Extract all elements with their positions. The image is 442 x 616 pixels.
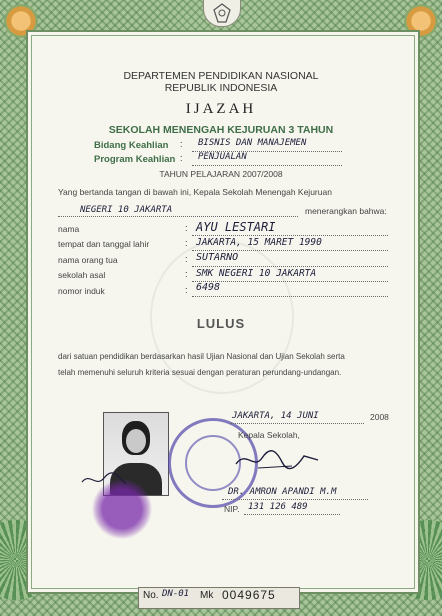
nip-label: NIP. [224, 504, 240, 514]
serial-code: DN-01 [162, 589, 190, 599]
asal-label: sekolah asal [58, 270, 106, 280]
asal-value: SMK NEGERI 10 JAKARTA [196, 268, 317, 279]
statement-line-2: telah memenuhi seluruh kriteria sesuai dengan peraturan perundang-undangan. [58, 368, 342, 377]
induk-value: 6498 [196, 282, 221, 293]
school-type-heading: SEKOLAH MENENGAH KEJURUAN 3 TAHUN [108, 124, 334, 136]
certificate: DEPARTEMEN PENDIDIKAN NASIONAL REPUBLIK INDONESIA IJAZAH SEKOLAH MENENGAH KEJURUAN 3 TAHUN Bidang Keahlian : BISNIS DAN MANAJEMEN Program Keahlian : PENJUALAN TAHUN PELAJARAN 2007/2008 Yang bertanda tangan di bawah ini, Kepala Sekolah Menengah Kejuruan NEGERI 10 JAKARTA menerangkan bahwa: nama : AYU LESTARI tempat dan tanggal lahir : JAKARTA, 15 MARET 1990 nama orang tua : SUTARNO sekolah asal : SMK NEGERI 10 JAKARTA nomor induk : 6498 LULUS dari satuan pendidikan berdasarkan hasil Ujian Nasional dan Ujian Sekolah serta telah memenuhi seluruh kriteria sesuai dengan peraturan perundang-undangan. JAKARTA, 14 JUNI 2008 Kepala Sekolah, DR. AMRON APANDI M.M NIP. 131 126 489 No. DN-01 Mk 0049675 [0, 0, 442, 616]
bidang-label: Bidang Keahlian [94, 140, 169, 151]
headmaster-signature [232, 444, 322, 474]
student-signature [80, 470, 130, 490]
serial-prefix: No. [143, 590, 159, 601]
sign-place-date: JAKARTA, 14 JUNI [232, 411, 319, 421]
document-title: IJAZAH [185, 101, 257, 117]
ttl-value: JAKARTA, 15 MARET 1990 [196, 237, 322, 248]
sign-role: Kepala Sekolah, [238, 430, 300, 440]
induk-label: nomor induk [58, 286, 105, 296]
nip-value: 131 126 489 [248, 502, 308, 512]
ortu-label: nama orang tua [58, 255, 118, 265]
ttl-label: tempat dan tanggal lahir [58, 239, 150, 249]
bidang-value: BISNIS DAN MANAJEMEN [198, 138, 307, 148]
academic-year: TAHUN PELAJARAN 2007/2008 [159, 169, 283, 179]
statement-line-1: dari satuan pendidikan berdasarkan hasil Ujian Nasional dan Ujian Sekolah serta [58, 352, 345, 361]
ortu-value: SUTARNO [196, 252, 239, 263]
department-heading: DEPARTEMEN PENDIDIKAN NASIONAL [123, 70, 319, 82]
serial-number: 0049675 [222, 588, 276, 602]
headmaster-name: DR. AMRON APANDI M.M [228, 487, 337, 497]
nama-label: nama [58, 224, 80, 234]
country-heading: REPUBLIK INDONESIA [164, 82, 278, 94]
program-value: PENJUALAN [198, 152, 247, 162]
intro-suffix: menerangkan bahwa: [305, 206, 387, 216]
garuda-emblem [203, 0, 241, 27]
sign-year: 2008 [370, 412, 389, 422]
program-label: Program Keahlian [94, 154, 176, 165]
status-lulus: LULUS [196, 316, 246, 331]
intro-school: NEGERI 10 JAKARTA [80, 205, 173, 215]
serial-mk: Mk [200, 590, 214, 601]
intro-line: Yang bertanda tangan di bawah ini, Kepala Sekolah Menengah Kejuruan [58, 187, 332, 197]
nama-value: AYU LESTARI [196, 220, 276, 234]
